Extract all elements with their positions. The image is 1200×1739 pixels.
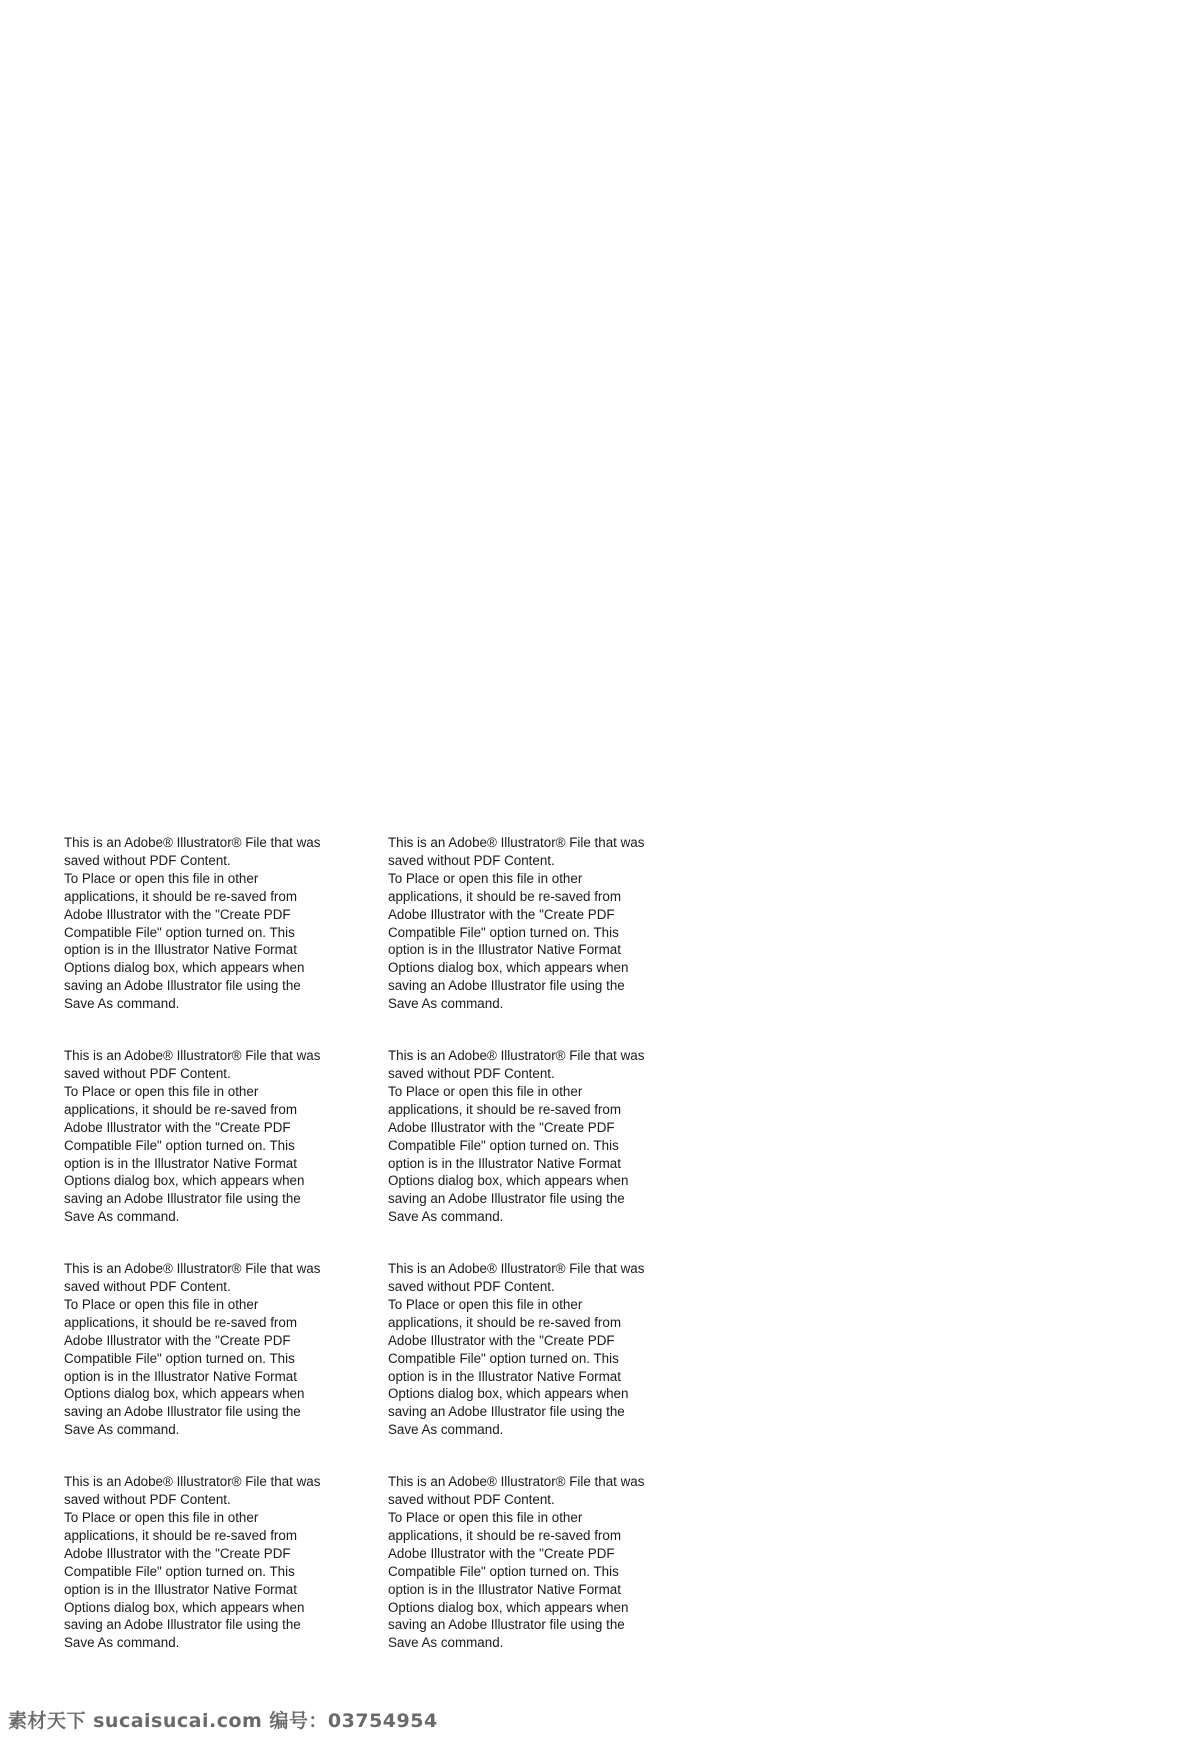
- notice-line: Save As command.: [64, 1209, 180, 1225]
- notice-line: Adobe Illustrator with the "Create PDF: [64, 1545, 291, 1561]
- notice-line: option is in the Illustrator Native Format: [64, 942, 297, 958]
- notice-line: Adobe Illustrator with the "Create PDF: [388, 1119, 615, 1135]
- notice-line: option is in the Illustrator Native Format: [64, 1581, 297, 1597]
- notice-block: [64, 1047, 334, 1226]
- notice-line: Options dialog box, which appears when: [388, 1173, 629, 1189]
- notice-line: applications, it should be re-saved from: [64, 888, 297, 904]
- notice-line: This is an Adobe® Illustrator® File that was: [388, 1261, 645, 1277]
- notice-line: saving an Adobe Illustrator file using the: [64, 978, 301, 994]
- notice-line: Save As command.: [64, 1422, 180, 1438]
- notice-line: saving an Adobe Illustrator file using the: [64, 1404, 301, 1420]
- notice-line: To Place or open this file in other: [64, 1296, 259, 1312]
- notice-line: Adobe Illustrator with the "Create PDF: [388, 1332, 615, 1348]
- notice-block: [64, 1260, 334, 1439]
- notice-line: Compatible File" option turned on. This: [388, 1137, 619, 1153]
- notice-line: To Place or open this file in other: [388, 1296, 583, 1312]
- notice-line: To Place or open this file in other: [64, 1083, 259, 1099]
- notice-line: Compatible File" option turned on. This: [64, 1350, 295, 1366]
- notice-line: Options dialog box, which appears when: [64, 1386, 305, 1402]
- notice-block: [388, 834, 658, 1013]
- notice-line: Adobe Illustrator with the "Create PDF: [64, 906, 291, 922]
- notice-line: This is an Adobe® Illustrator® File that was: [64, 1048, 321, 1064]
- notice-line: Save As command.: [388, 1635, 504, 1651]
- notice-line: Compatible File" option turned on. This: [64, 924, 295, 940]
- notice-line: saved without PDF Content.: [64, 1279, 231, 1295]
- notice-line: applications, it should be re-saved from: [388, 1314, 621, 1330]
- notice-line: saving an Adobe Illustrator file using the: [388, 1404, 625, 1420]
- notice-line: Compatible File" option turned on. This: [388, 924, 619, 940]
- notice-line: This is an Adobe® Illustrator® File that was: [64, 1474, 321, 1490]
- notice-line: saved without PDF Content.: [388, 1279, 555, 1295]
- notice-line: option is in the Illustrator Native Format: [388, 1155, 621, 1171]
- notice-line: Adobe Illustrator with the "Create PDF: [388, 1545, 615, 1561]
- notice-line: To Place or open this file in other: [388, 870, 583, 886]
- notice-line: This is an Adobe® Illustrator® File that was: [388, 1048, 645, 1064]
- notice-line: saved without PDF Content.: [64, 852, 231, 868]
- notice-line: applications, it should be re-saved from: [64, 1314, 297, 1330]
- notice-line: applications, it should be re-saved from: [388, 1527, 621, 1543]
- notice-line: saved without PDF Content.: [64, 1492, 231, 1508]
- notice-line: Save As command.: [388, 996, 504, 1012]
- notice-line: Options dialog box, which appears when: [388, 1386, 629, 1402]
- notice-line: Options dialog box, which appears when: [64, 1173, 305, 1189]
- notice-line: Save As command.: [64, 996, 180, 1012]
- notice-line: This is an Adobe® Illustrator® File that was: [388, 1474, 645, 1490]
- notice-line: option is in the Illustrator Native Format: [64, 1368, 297, 1384]
- notice-block: [64, 1473, 334, 1652]
- notice-line: saving an Adobe Illustrator file using the: [388, 1617, 625, 1633]
- notice-line: Adobe Illustrator with the "Create PDF: [64, 1332, 291, 1348]
- notice-line: Save As command.: [388, 1209, 504, 1225]
- notice-line: Compatible File" option turned on. This: [388, 1350, 619, 1366]
- notice-line: Save As command.: [388, 1422, 504, 1438]
- notice-line: saving an Adobe Illustrator file using the: [388, 978, 625, 994]
- notice-line: saved without PDF Content.: [388, 852, 555, 868]
- notice-line: option is in the Illustrator Native Format: [388, 1368, 621, 1384]
- notice-line: Adobe Illustrator with the "Create PDF: [388, 906, 615, 922]
- watermark-text: 素材天下 sucaisucai.com 编号：03754954: [8, 1710, 438, 1732]
- notice-line: Compatible File" option turned on. This: [64, 1137, 295, 1153]
- notice-line: applications, it should be re-saved from: [388, 1101, 621, 1117]
- notice-grid: [64, 834, 664, 1652]
- notice-line: saving an Adobe Illustrator file using the: [388, 1191, 625, 1207]
- notice-line: applications, it should be re-saved from: [64, 1527, 297, 1543]
- notice-line: Options dialog box, which appears when: [388, 960, 629, 976]
- notice-line: To Place or open this file in other: [64, 870, 259, 886]
- notice-line: option is in the Illustrator Native Format: [64, 1155, 297, 1171]
- notice-line: applications, it should be re-saved from: [388, 888, 621, 904]
- notice-block: [388, 1473, 658, 1652]
- notice-line: Options dialog box, which appears when: [64, 1599, 305, 1615]
- notice-line: Save As command.: [64, 1635, 180, 1651]
- notice-line: Options dialog box, which appears when: [388, 1599, 629, 1615]
- notice-line: This is an Adobe® Illustrator® File that was: [64, 835, 321, 850]
- notice-line: To Place or open this file in other: [388, 1083, 583, 1099]
- notice-line: Adobe Illustrator with the "Create PDF: [64, 1119, 291, 1135]
- notice-line: To Place or open this file in other: [388, 1510, 583, 1525]
- notice-line: Options dialog box, which appears when: [64, 960, 305, 976]
- notice-line: saved without PDF Content.: [388, 1492, 555, 1508]
- notice-block: [64, 834, 334, 1013]
- notice-line: This is an Adobe® Illustrator® File that was: [64, 1261, 321, 1277]
- notice-line: Compatible File" option turned on. This: [64, 1563, 295, 1579]
- notice-line: saving an Adobe Illustrator file using the: [64, 1191, 301, 1207]
- notice-line: saved without PDF Content.: [388, 1065, 555, 1081]
- notice-line: saving an Adobe Illustrator file using the: [64, 1617, 301, 1633]
- notice-line: applications, it should be re-saved from: [64, 1101, 297, 1117]
- notice-line: This is an Adobe® Illustrator® File that was: [388, 835, 645, 850]
- notice-line: option is in the Illustrator Native Format: [388, 1581, 621, 1597]
- notice-line: To Place or open this file in other: [64, 1510, 259, 1525]
- notice-line: saved without PDF Content.: [64, 1065, 231, 1081]
- notice-line: Compatible File" option turned on. This: [388, 1563, 619, 1579]
- notice-block: [388, 1260, 658, 1439]
- notice-block: [388, 1047, 658, 1226]
- notice-line: option is in the Illustrator Native Format: [388, 942, 621, 958]
